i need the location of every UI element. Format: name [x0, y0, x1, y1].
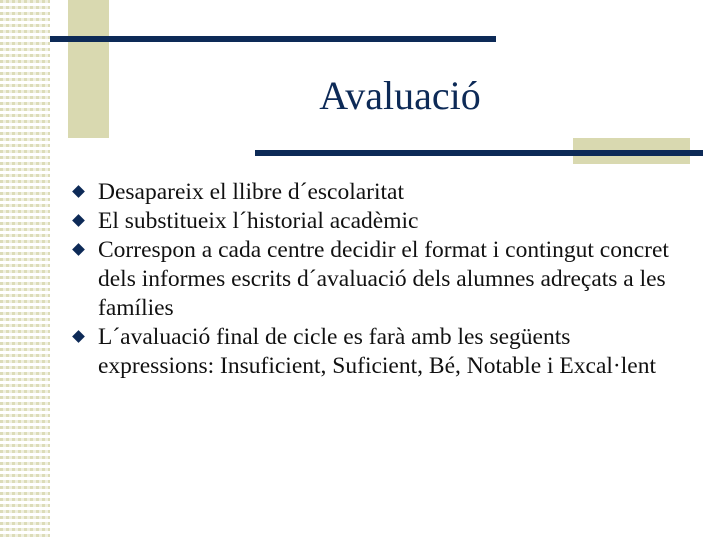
slide-title: Avaluació [319, 73, 481, 118]
bullet-item [72, 323, 682, 381]
bullet-text: Desapareix el llibre d´escolaritat [98, 179, 405, 205]
bullet-text: Correspon a cada centre decidir el format i contingut concret dels informes escrits d´avaluació dels alumnes adreçats a les famílies [98, 237, 669, 321]
bullet-item [72, 236, 682, 323]
bullet-item [72, 178, 682, 207]
diamond-bullet-icon [72, 214, 85, 227]
bullet-item [72, 207, 682, 236]
diamond-bullet-icon [72, 330, 85, 343]
bullet-list [72, 178, 682, 381]
title-rule-top [50, 36, 496, 42]
bullet-text: El substitueix l´historial acadèmic [98, 208, 419, 234]
decorative-stripe-overlay [0, 0, 50, 540]
decorative-tan-block-top [68, 0, 109, 138]
bullet-text: L´avaluació final de cicle es farà amb les següents expressions: Insuficient, Suficient, Bé, Notable i Excal·lent [98, 324, 656, 379]
title-rule-bottom [255, 150, 703, 156]
diamond-bullet-icon [72, 185, 85, 198]
diamond-bullet-icon [72, 243, 85, 256]
